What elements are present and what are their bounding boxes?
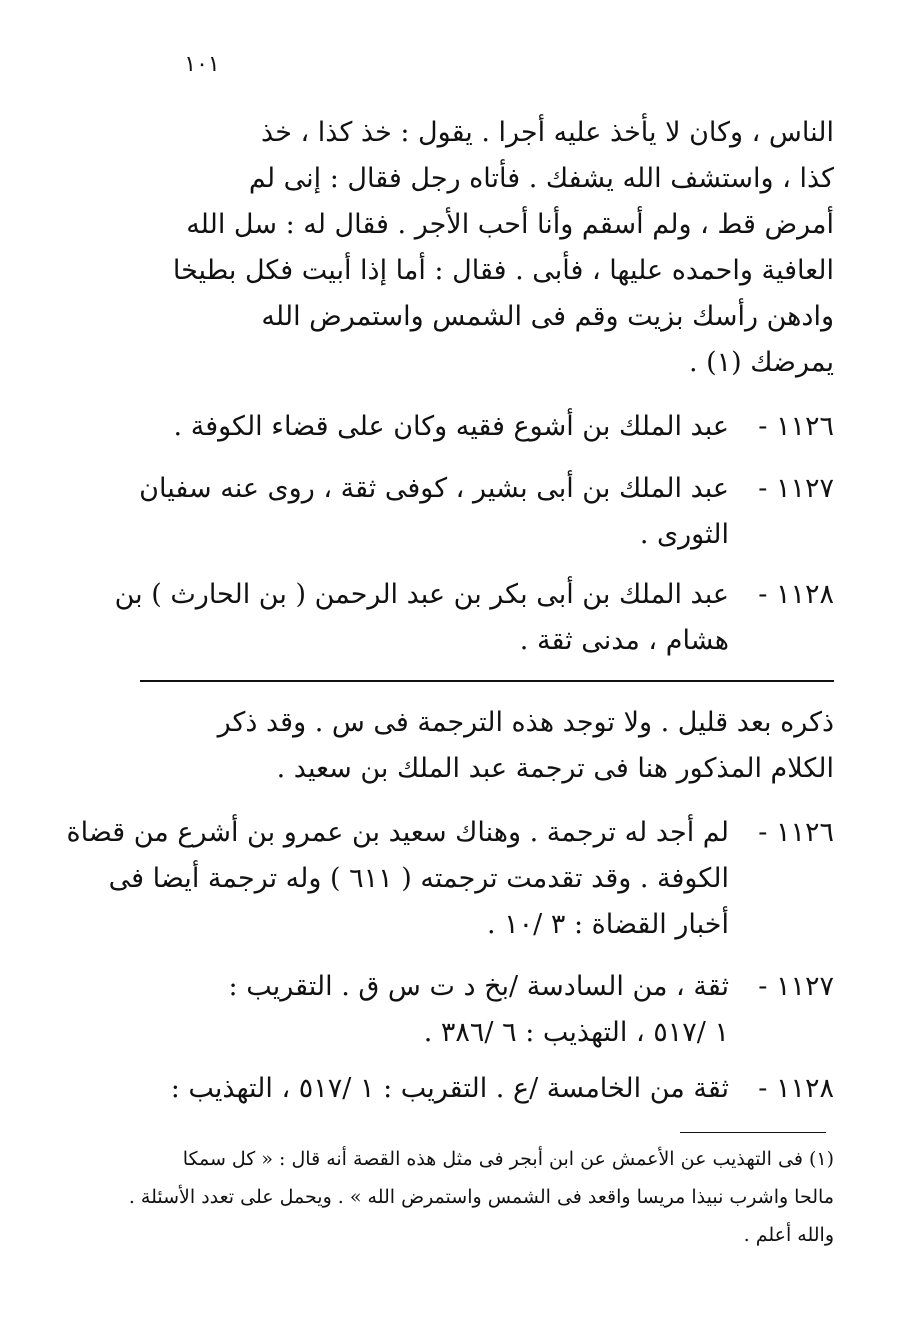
footnote-rule [680, 1132, 826, 1133]
entry-1128 [114, 572, 834, 664]
entry-text-line: هشام ، مدنى ثقة . [519, 625, 729, 656]
text-line: الناس ، وكان لا يأخذ عليه أجرا . يقول : خذ كذا ، خذ [261, 117, 834, 148]
page-number: ١٠١ [184, 52, 220, 77]
note-text-line: الكوفة . وقد تقدمت ترجمته ( ٦١١ ) وله ترجمة أيضا فى [108, 863, 729, 894]
footnote-line: مالحا واشرب نبيذا مريسا واقعد فى الشمس واستمرض الله » . ويحمل على تعدد الأسئلة . [128, 1186, 834, 1208]
note-1128 [138, 1066, 834, 1112]
note-text-line: أخبار القضاة : ٣ /١٠ . [486, 909, 729, 940]
entry-text-line: عبد الملك بن أشوع فقيه وكان على قضاء الكوفة . [173, 411, 729, 442]
note-text-line: لم أجد له ترجمة . وهناك سعيد بن عمرو بن أشرع من قضاة [66, 817, 729, 848]
notes-intro-paragraph [138, 700, 834, 792]
entry-1127 [138, 466, 834, 558]
note-number: ١١٢٧ - [758, 971, 834, 1002]
note-text-line: ثقة ، من السادسة /بخ د ت س ق . التقريب : [228, 971, 729, 1002]
section-divider [140, 680, 834, 682]
entry-1126 [138, 404, 834, 450]
entry-text-line: عبد الملك بن أبى بكر بن عبد الرحمن ( بن الحارث ) بن [114, 579, 729, 610]
text-line: العافية واحمده عليها ، فأبى . فقال : أما إذا أبيت فكل بطيخا [172, 255, 834, 286]
note-text-line: ثقة من الخامسة /ع . التقريب : ١ /٥١٧ ، التهذيب : [170, 1073, 729, 1104]
note-number: ١١٢٦ - [758, 817, 834, 848]
footnote [128, 1140, 834, 1254]
text-line: يمرضك (١) . [688, 347, 834, 378]
entry-number: ١١٢٨ - [758, 579, 834, 610]
main-intro-paragraph [138, 110, 834, 386]
text-line: الكلام المذكور هنا فى ترجمة عبد الملك بن سعيد . [276, 753, 834, 784]
entry-number: ١١٢٧ - [758, 473, 834, 504]
text-line: ذكره بعد قليل . ولا توجد هذه الترجمة فى س . وقد ذكر [217, 707, 834, 738]
text-line: أمرض قط ، ولم أسقم وأنا أحب الأجر . فقال له : سل الله [186, 209, 834, 240]
text-line: كذا ، واستشف الله يشفك . فأتاه رجل فقال : إنى لم [248, 163, 834, 194]
footnote-line: والله أعلم . [743, 1224, 834, 1246]
entry-text-line: عبد الملك بن أبى بشير ، كوفى ثقة ، روى عنه سفيان [139, 473, 729, 504]
entry-text-line: الثورى . [639, 519, 729, 550]
text-line: وادهن رأسك بزيت وقم فى الشمس واستمرض الله [261, 301, 834, 332]
note-1126 [66, 810, 834, 948]
note-number: ١١٢٨ - [758, 1073, 834, 1104]
note-text-line: ١ /٥١٧ ، التهذيب : ٦ /٣٨٦ . [423, 1017, 729, 1048]
note-1127 [138, 964, 834, 1056]
entry-number: ١١٢٦ - [758, 411, 834, 442]
footnote-line: (١) فى التهذيب عن الأعمش عن ابن أبجر فى مثل هذه القصة أنه قال : « كل سمكا [182, 1148, 834, 1170]
